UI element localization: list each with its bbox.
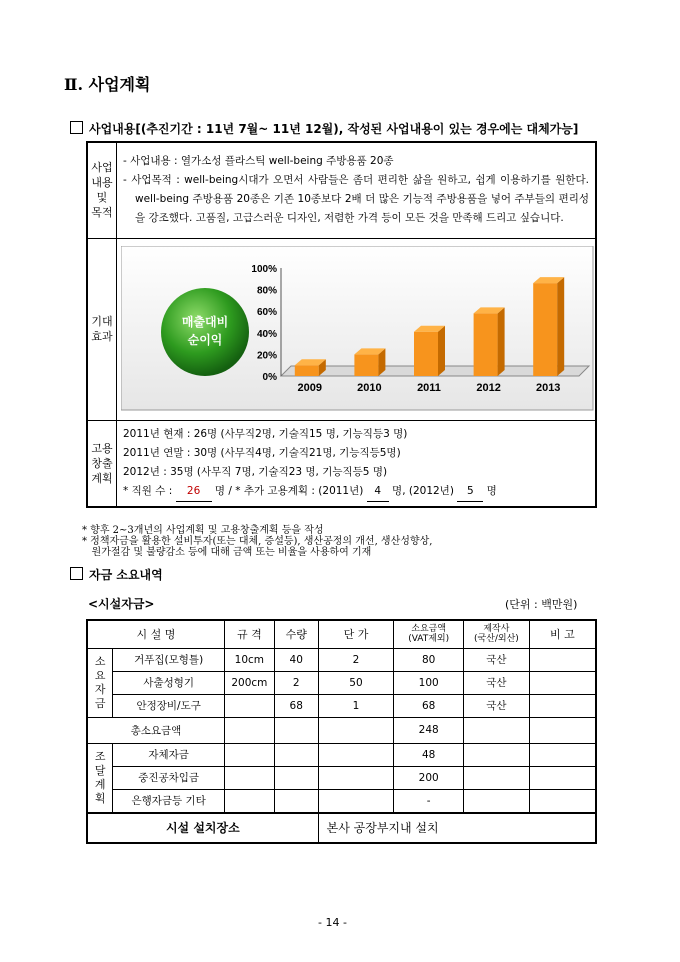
header-row: 시 설 명 규 격 수량 단 가 소요금액 (VAT제외) 제작사 (국산/외산) 비 고 [87,620,596,648]
purpose-line: - 사업목적 : well-being시대가 오면서 사람들은 좀더 편리한 삶을 원하고, 쉽게 이용하기를 원한다. well-being 주방용품 20종은 기존 10종보다 2배 더 많은 기능적 주방용품을 넣어 주부들의 편리성을 강조했다. 고품질, 고급스러운 디자인, 저렴한 가격 등이 모든 것을 만족해 드리고 싶습니다. [123,174,589,225]
bar-side [438,326,445,376]
y-tick-label: 0% [262,372,277,383]
badge-ball [161,288,249,376]
site-row [87,813,596,843]
y-tick-label: 20% [256,350,277,362]
badge-text-line1: 매출대비 [181,315,229,329]
hire-cell [117,420,597,507]
hire-line: 2011년 현재 : 26명 (사무직2명, 기술직15 명, 기능직등3 명) [123,427,408,440]
checkbox-icon [70,567,83,580]
x-tick-label: 2010 [357,382,382,394]
x-tick-label: 2009 [297,382,323,394]
y-tick-label: 40% [256,328,277,340]
total-row: 총소요금액 248 [87,717,596,743]
x-tick-label: 2011 [417,382,441,394]
bar-side [557,277,564,376]
staff-count: 26 [176,482,212,502]
hire-label: 고용 창출 계획 [87,420,117,507]
plan-2011: 4 [367,482,389,502]
x-tick-label: 2012 [476,382,501,394]
table-row: 조 달 계 획 자체자금 48 [87,743,596,766]
bar [414,332,438,376]
note-line: * 향후 2~3개년의 사업계획 및 고용창출계획 등을 작성 [82,525,324,536]
table-row: 은행자금등 기타 - [87,789,596,813]
table-row: 안정장비/도구 68 1 68 국산 [87,694,596,717]
y-tick-label: 80% [256,285,277,297]
profit-chart [121,246,595,416]
funds-table [86,619,597,844]
site-label: 시설 설치장소 [87,813,318,843]
y-tick-label: 100% [251,264,277,275]
bar [533,283,557,376]
funds-subheading: <시설자금> [88,597,155,611]
effect-label: 기대 효과 [87,238,117,420]
group-required: 소 요 자 금 [87,648,113,717]
note-line: * 정책자금을 활용한 설비투자(또는 대체, 증설등), 생산공정의 개선, 생산성향상, [82,536,433,547]
chart-cell [117,238,597,420]
unit-label: (단위 : 백만원) [505,598,578,611]
hire-line: 2012년 : 35명 (사무직 7명, 기술직23 명, 기능직등5 명) [123,465,388,478]
hire-line: 2011년 연말 : 30명 (사무직4명, 기술직21명, 기능직등5명) [123,446,401,459]
x-tick-label: 2013 [535,382,561,394]
bar-side [498,307,505,376]
note-line: 원가절감 및 불량감소 등에 대해 금액 또는 비율을 사용하여 기재 [82,547,372,558]
bar [295,365,319,376]
badge-text-line2: 순이익 [187,333,223,347]
content-label: 사업 내용 및 목적 [87,142,117,238]
funds-heading: 자금 소요내역 [70,566,163,583]
bar [474,313,498,376]
site-value: 본사 공장부지내 설치 [318,813,596,843]
page-number: - 14 - [318,916,347,929]
business-heading: 사업내용[(추진기간 : 11년 7월~ 11년 12월), 작성된 사업내용이 있는 경우에는 대체가능] [70,120,578,137]
business-table [86,141,597,508]
y-tick-label: 60% [256,307,277,319]
bar [354,354,378,376]
content-line: - 사업내용 : 열가소성 플라스틱 well-being 주방용품 20종 [123,155,394,168]
group-funding: 조 달 계 획 [87,743,113,813]
notes [82,525,432,558]
plan-2012: 5 [457,482,483,502]
hire-summary: * 직원 수 : 26 명 / * 추가 고용계획 : (2011년) 4 명, (2012년) 5 명 [123,482,589,502]
section-title: Ⅱ. 사업계획 [64,75,151,94]
table-row: 사출성형기 200cm 2 50 100 국산 [87,671,596,694]
checkbox-icon [70,121,83,134]
purpose-cell [117,142,597,238]
table-row: 소 요 자 금 거푸집(모형틀) 10cm 40 2 80 국산 [87,648,596,671]
table-row: 중진공차입금 200 [87,766,596,789]
